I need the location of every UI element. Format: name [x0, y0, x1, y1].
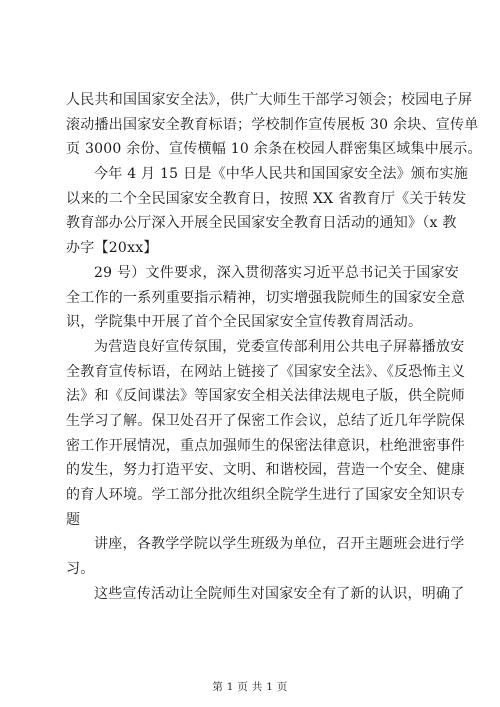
text-line: 密工作开展情况，重点加强师生的保密法律意识，杜绝泄密事件 [66, 437, 465, 454]
text-line: 法》和《反间谍法》等国家安全相关法律法规电子版，供全院师 [66, 388, 465, 405]
text-line: 的育人环境。学工部分批次组织全院学生进行了国家安全知识专 [66, 487, 465, 503]
text-line: 习。 [66, 561, 95, 578]
text-line: 人民共和国国家安全法》，供广大师生干部学习领会；校园电子屏 [66, 92, 473, 108]
text-line: 页 3000 余份、宣传横幅 10 余条在校园人群密集区域集中展示。 [66, 141, 482, 158]
text-line: 办字【20xx】 [66, 240, 158, 257]
text-line: 今年 4 月 15 日是《中华人民共和国国家安全法》颁布实施 [94, 166, 469, 183]
text-line: 讲座，各教学学院以学生班级为单位，召开主题班会进行学 [94, 536, 465, 553]
text-line: 这些宣传活动让全院师生对国家安全有了新的认识，明确了 [94, 585, 465, 602]
text-line: 教育部办公厅深入开展全民国家安全教育日活动的通知》（x 教 [66, 215, 457, 232]
text-line: 全工作的一系列重要指示精神，切实增强我院师生的国家安全意 [66, 289, 465, 306]
text-line: 全教育宣传标语，在网站上链接了《国家安全法》、《反恐怖主义 [66, 363, 466, 380]
text-line: 的发生，努力打造平安、文明、和谐校园，营造一个安全、健康 [66, 462, 465, 479]
document-body [66, 88, 482, 606]
text-line: 滚动播出国家安全教育标语；学校制作宣传展板 30 余块、宣传单 [66, 116, 479, 133]
text-line: 为营造良好宣传氛围，党委宣传部利用公共电子屏幕播放安 [94, 338, 465, 355]
text-line: 识，学院集中开展了首个全民国家安全宣传教育周活动。 [66, 314, 423, 331]
text-line: 29 号）文件要求，深入贯彻落实习近平总书记关于国家安 [94, 264, 460, 281]
page-footer: 第 1 页 共 1 页 [212, 681, 288, 693]
text-line: 题 [66, 511, 81, 528]
text-line: 生学习了解。保卫处召开了保密工作会议，总结了近几年学院保 [66, 412, 465, 429]
text-line: 以来的二个全民国家安全教育日，按照 XX 省教育厅《关于转发 [66, 190, 467, 207]
